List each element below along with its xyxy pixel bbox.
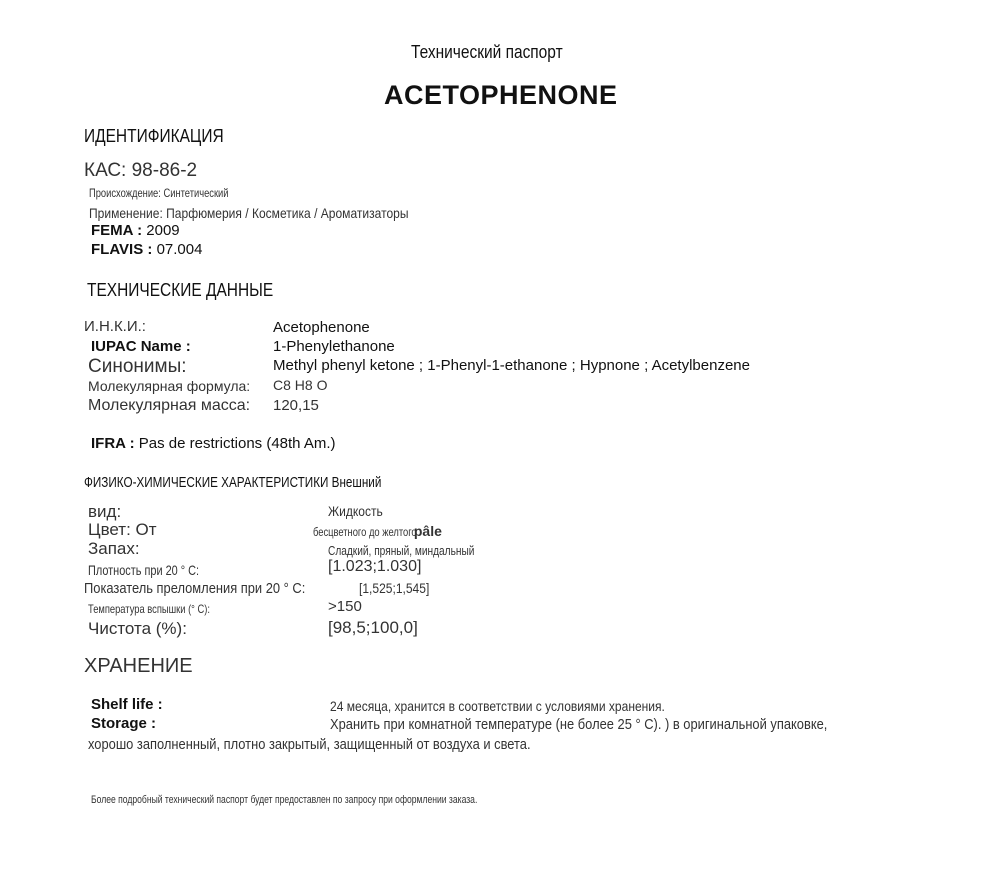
iupac-label: IUPAC Name :	[91, 338, 191, 355]
odor-label: Запах:	[88, 539, 140, 558]
mass-value: 120,15	[273, 397, 319, 414]
color-value-suffix: pâle	[413, 523, 442, 539]
appearance-label: вид:	[88, 502, 122, 521]
storage-value-continued: хорошо заполненный, плотно закрытый, защищенный от воздуха и света.	[88, 736, 531, 753]
ifra-value: Pas de restrictions (48th Am.)	[138, 435, 336, 452]
fema-label: FEMA :	[91, 222, 143, 239]
synonyms-label: Синонимы:	[88, 356, 187, 377]
appearance-value: Жидкость	[328, 503, 383, 519]
shelf-life-label: Shelf life :	[91, 696, 163, 713]
color-value-main: бесцветного до желтого	[313, 525, 417, 539]
application-text: Применение: Парфюмерия / Косметика / Ароматизаторы	[89, 205, 409, 221]
flash-label: Температура вспышки (° С):	[88, 602, 211, 616]
flavis-label: FLAVIS :	[91, 241, 153, 258]
ifra-line	[91, 435, 336, 452]
footer-note: Более подробный технический паспорт будет предоставлен по запросу при оформлении заказа.	[91, 794, 478, 806]
flavis-line	[91, 241, 202, 258]
color-value	[313, 523, 442, 539]
density-value: [1.023;1.030]	[328, 558, 422, 575]
purity-label: Чистота (%):	[88, 619, 187, 638]
purity-value: [98,5;100,0]	[328, 618, 418, 637]
section-heading-technical: ТЕХНИЧЕСКИЕ ДАННЫЕ	[87, 280, 274, 300]
iupac-value: 1-Phenylethanone	[273, 338, 395, 355]
refractive-value: [1,525;1,545]	[359, 580, 430, 596]
mass-label: Молекулярная масса:	[88, 397, 251, 414]
density-label: Плотность при 20 ° С:	[88, 562, 200, 578]
flash-value: >150	[328, 598, 362, 615]
color-label: Цвет: От	[88, 520, 157, 539]
inci-label: И.Н.К.И.:	[84, 318, 146, 335]
refractive-label: Показатель преломления при 20 ° С:	[84, 580, 306, 597]
document-title: ACETOPHENONE	[384, 80, 618, 110]
section-heading-storage: ХРАНЕНИЕ	[84, 655, 193, 677]
section-heading-identification: ИДЕНТИФИКАЦИЯ	[84, 126, 224, 146]
section-heading-physchem: ФИЗИКО-ХИМИЧЕСКИЕ ХАРАКТЕРИСТИКИ Внешний	[84, 474, 382, 491]
synonyms-value: Methyl phenyl ketone ; 1-Phenyl-1-ethanone ; Hypnone ; Acetylbenzene	[273, 357, 750, 374]
storage-value: Хранить при комнатной температуре (не более 25 ° С). ) в оригинальной упаковке,	[330, 716, 828, 733]
odor-value: Сладкий, пряный, миндальный	[328, 543, 475, 558]
ifra-label: IFRA :	[91, 435, 135, 452]
shelf-life-value: 24 месяца, хранится в соответствии с условиями хранения.	[330, 698, 665, 714]
origin-text: Происхождение: Синтетический	[89, 186, 229, 200]
cas-number: КАС: 98-86-2	[84, 160, 198, 181]
formula-label: Молекулярная формула:	[88, 378, 251, 394]
document-subtitle: Технический паспорт	[411, 42, 563, 62]
inci-value: Acetophenone	[273, 319, 370, 336]
flavis-value: 07.004	[156, 241, 203, 258]
fema-line	[91, 222, 180, 239]
storage-label: Storage :	[91, 715, 157, 732]
fema-value: 2009	[146, 222, 180, 239]
formula-value: C8 H8 O	[273, 377, 328, 393]
